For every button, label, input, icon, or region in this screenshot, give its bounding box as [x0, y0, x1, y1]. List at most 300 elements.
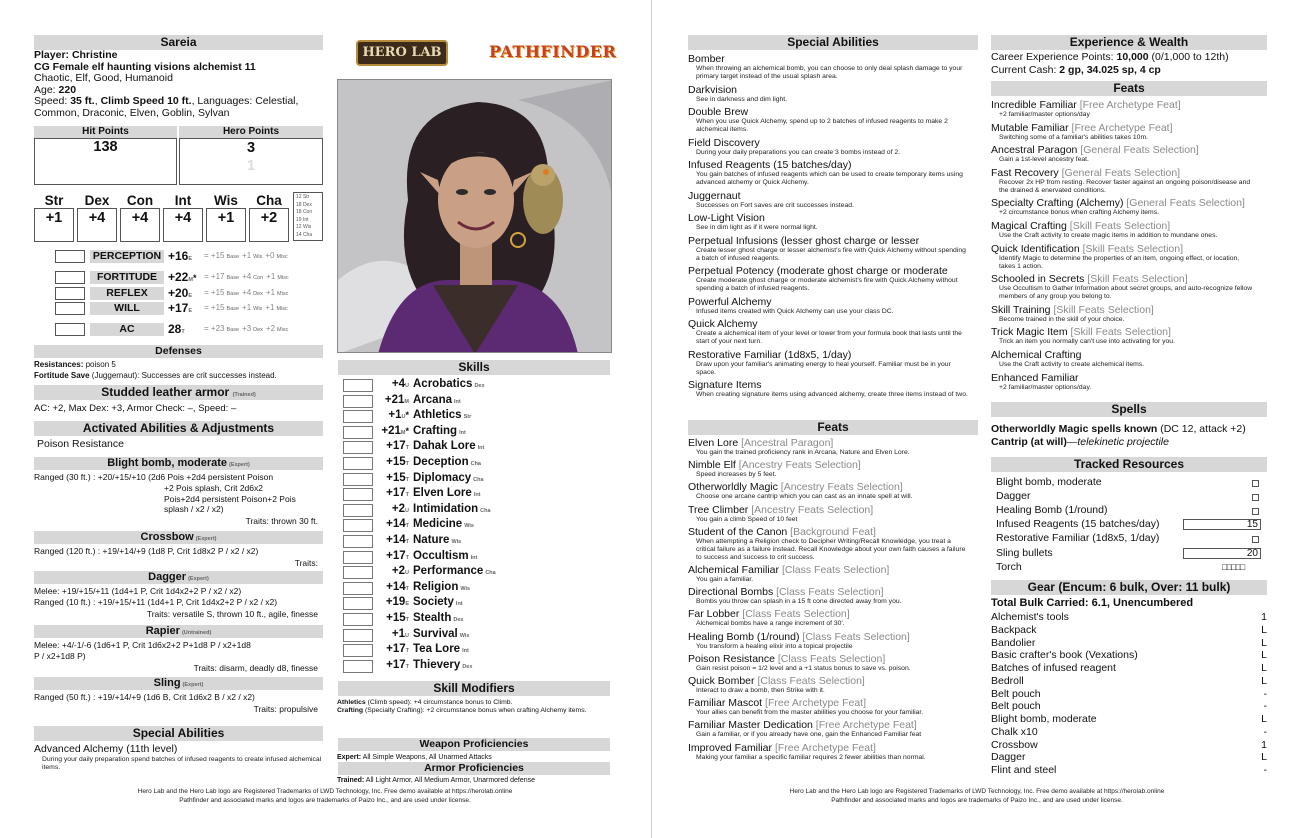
defense-total: +17 — [168, 301, 189, 315]
feat-name: Schooled in Secrets — [991, 273, 1085, 286]
fortitude-note: Fortitude Save (Juggernaut): Successes are crit successes instead. — [34, 371, 277, 380]
weapon-name: Dagger — [148, 571, 187, 583]
feat-category: [General Feats Selection] — [1061, 166, 1181, 179]
skill-value — [375, 503, 409, 515]
weapon-header — [34, 531, 323, 544]
feat-category: [Class Feats Selection] — [781, 564, 890, 576]
calc-attr-label: Dex — [253, 291, 263, 297]
skill-value — [375, 472, 409, 484]
tracked-resources-header: Tracked Resources — [991, 457, 1267, 472]
gear-name: Backpack — [991, 623, 1037, 636]
skill-attr: Int — [473, 492, 481, 499]
defense-entry-box[interactable] — [55, 271, 85, 284]
skill-rank: T — [405, 663, 409, 670]
skill-total: +14 — [386, 580, 406, 593]
feat-name-line — [688, 526, 978, 538]
portrait-illustration — [338, 80, 612, 353]
gear-row — [991, 726, 1267, 739]
gear-row — [991, 688, 1267, 701]
defense-calc — [204, 303, 288, 312]
skill-row — [343, 643, 613, 658]
defense-calc — [204, 251, 288, 260]
feat-category: [Class Feats Selection] — [776, 586, 884, 599]
skill-row — [343, 456, 613, 471]
skill-rank: T — [405, 648, 409, 655]
skill-value — [375, 565, 409, 577]
weapon-traits: Traits: thrown 30 ft. — [245, 516, 318, 527]
skill-total: +14 — [386, 518, 406, 531]
skill-name-wrap — [413, 643, 469, 655]
feat-description: Switching some of a familiar's abilities takes 10m. — [999, 133, 1149, 141]
defense-name: AC — [90, 323, 164, 336]
feat-name: Darkvision — [688, 83, 738, 96]
skill-rank: T — [405, 523, 409, 530]
ability-wis: Wis +1 — [206, 193, 246, 242]
gear-name: Belt pouch — [991, 700, 1041, 713]
feat-name-line — [688, 190, 978, 202]
skill-attr: Dex — [462, 663, 473, 670]
defense-rank: E — [188, 256, 193, 262]
gear-name: Batches of infused reagent — [991, 662, 1116, 674]
defense-entry-box[interactable] — [55, 323, 85, 336]
resource-checkbox[interactable] — [1252, 494, 1259, 501]
feat-description: Choose one arcane cantrip which you can cast as an innate spell at will. — [696, 493, 913, 501]
feat-name: Healing Bomb (1/round) — [688, 630, 800, 643]
skill-name-wrap — [413, 550, 477, 562]
resource-checkbox[interactable] — [1252, 508, 1259, 515]
calc-attr: +4 — [242, 272, 252, 281]
ability-con: Con +4 — [120, 193, 160, 242]
resource-count-field[interactable]: 15 — [1183, 519, 1261, 530]
languages-line: Common, Draconic, Elven, Goblin, Sylvan — [34, 106, 230, 119]
gear-bulk: - — [1263, 764, 1267, 776]
hit-points-value: 138 — [93, 139, 118, 155]
skill-name: Tea Lore — [413, 643, 461, 656]
resource-checkboxes[interactable]: □□□□□ — [1222, 561, 1245, 572]
feat-name: Signature Items — [688, 379, 762, 391]
feat-name: Low-Light Vision — [688, 212, 765, 224]
feat-name-line — [688, 481, 978, 493]
defenses-text — [34, 359, 324, 381]
calc-base-label: Base — [226, 327, 240, 333]
class-line: CG Female elf haunting visions alchemist 11 — [34, 60, 256, 73]
feat-category: [Free Archetype Feat] — [815, 719, 917, 732]
skill-value — [375, 440, 409, 452]
skill-row — [343, 518, 613, 533]
special-abilities-header: Special Abilities — [34, 726, 323, 741]
resource-name: Infused Reagents (15 batches/day) — [996, 518, 1160, 531]
skill-entry-box[interactable] — [343, 660, 373, 673]
skill-attr: Dex — [474, 383, 485, 389]
skill-entry-box[interactable] — [343, 379, 373, 392]
feat-category: [Ancestry Feats Selection] — [751, 503, 874, 516]
feat-description: Use Occultism to Gather Information about secret groups, and auto-recognize fellow members of any group you belong to. — [999, 285, 1253, 301]
feat-name-line — [991, 99, 1267, 111]
defense-value — [168, 286, 192, 300]
skill-modifiers-header: Skill Modifiers — [338, 681, 610, 696]
skill-entry-box[interactable] — [343, 504, 373, 517]
gear-bulk: L — [1261, 623, 1267, 636]
gear-bulk: L — [1261, 662, 1267, 674]
skill-name: Stealth — [413, 612, 452, 624]
skill-attr: Int — [455, 601, 463, 608]
feat-name-line — [688, 631, 978, 643]
skill-rank: T — [405, 585, 409, 592]
gear-row — [991, 751, 1267, 764]
feat-description: When you use Quick Alchemy, spend up to 2 batches of infused reagents to make 2 alchemical items. — [696, 118, 948, 133]
weapon-rank: (Expert) — [182, 682, 204, 688]
gear-bulk: 1 — [1261, 738, 1267, 751]
feat-description: You transform a healing elixir into a topical projectile — [696, 642, 853, 650]
skill-attr: Wis — [459, 632, 470, 639]
skill-value — [375, 596, 409, 608]
character-name: Sareia — [34, 35, 323, 50]
gear-header: Gear (Encum: 6 bulk, Over: 11 bulk) — [991, 580, 1267, 595]
skill-row — [343, 409, 613, 424]
armor-header: Studded leather armor (Trained) — [34, 385, 323, 400]
calc-base: = +17 — [204, 272, 225, 281]
feat-description: When throwing an alchemical bomb, you can choose to only deal splash damage to your primary target instead of the usual splash area. — [696, 65, 963, 80]
defense-value — [168, 249, 192, 263]
skill-total: +17 — [386, 487, 406, 500]
skill-entry-box[interactable] — [343, 566, 373, 579]
skill-value — [375, 394, 409, 406]
feat-name: Mutable Familiar — [991, 121, 1069, 134]
feat-category: [Skill Feats Selection] — [1069, 220, 1171, 232]
skill-name: Survival — [413, 627, 458, 640]
skill-attr: Cha — [473, 476, 484, 483]
skill-value — [375, 581, 409, 593]
feat-name: Quick Identification — [991, 242, 1080, 255]
weapon-attack-line: Ranged (30 ft.) : +20/+15/+10 (2d6 Pois +2d4 persistent Poison — [34, 472, 274, 482]
feat-category: [Skill Feats Selection] — [1070, 326, 1171, 339]
feat-description: Infused items created with Quick Alchemy can use your class DC. — [696, 307, 894, 315]
feat-name: Elven Lore — [688, 437, 739, 449]
feat-category: [General Feats Selection] — [1126, 197, 1245, 210]
skill-total: +2 — [391, 502, 406, 515]
feat-description: See in dim light as if it were normal light. — [696, 224, 818, 231]
weapon-name: Rapier — [145, 625, 180, 637]
gear-row — [991, 662, 1267, 675]
tracked-resource-row — [996, 532, 1261, 546]
tracked-resource-row — [996, 504, 1261, 518]
defense-calc — [204, 272, 289, 281]
gear-name: Blight bomb, moderate — [991, 713, 1097, 725]
feat-name-line — [688, 379, 978, 391]
tracked-resource-row — [996, 476, 1261, 490]
gear-total: Total Bulk Carried: 6.1, Unencumbered — [991, 597, 1194, 609]
skill-name-wrap — [413, 456, 481, 468]
feat-name: Infused Reagents (15 batches/day) — [688, 159, 852, 171]
defense-entry-box[interactable] — [55, 302, 85, 315]
feat-name-line — [688, 159, 978, 171]
skill-row — [343, 612, 613, 627]
gear-bulk: - — [1263, 725, 1267, 738]
cash-line: Current Cash: 2 gp, 34.025 sp, 4 cp — [991, 63, 1161, 76]
feat-name-line — [688, 653, 978, 665]
feat-name-line — [991, 197, 1267, 209]
skill-value — [375, 643, 409, 655]
calc-base-label: Base — [226, 306, 240, 312]
skill-row — [343, 503, 613, 518]
spells-text: Otherworldly Magic spells known (DC 12, attack +2) Cantrip (at will)—telekinetic projectile — [991, 423, 1246, 448]
skill-total: +19 — [385, 596, 406, 609]
skill-total: +14 — [386, 534, 406, 546]
skill-entry-box[interactable] — [343, 426, 373, 439]
gear-bulk: L — [1261, 751, 1267, 764]
feat-name-line — [688, 697, 978, 709]
gear-bulk: L — [1261, 713, 1267, 725]
skill-total: +15 — [386, 612, 406, 624]
gear-bulk: - — [1263, 687, 1267, 700]
feat-name: Field Discovery — [688, 136, 760, 149]
feat-category: [Free Archetype Feat] — [1079, 99, 1181, 111]
calc-misc-label: Misc — [276, 306, 288, 312]
hero-points-value: 3 — [246, 140, 256, 156]
weapon-attack-line: P / x2+1d8 P) — [34, 650, 86, 661]
calc-misc-label: Misc — [277, 327, 289, 333]
skill-name-wrap — [413, 581, 470, 593]
defense-entry-box[interactable] — [55, 250, 85, 263]
feat-description: Recover 2x HP from resting. Recover faster against an ongoing poison/disease and the drained & enervated conditions. — [999, 178, 1251, 194]
feat-name: Familiar Mascot — [688, 697, 763, 710]
skill-entry-box[interactable] — [343, 473, 373, 486]
weapon-body — [34, 640, 324, 673]
defense-calc — [204, 288, 288, 297]
skill-name-wrap — [413, 472, 484, 484]
ability-modifier: +4 — [163, 208, 203, 242]
calc-base-label: Base — [226, 291, 240, 297]
skill-name: Deception — [413, 456, 469, 468]
feat-name-line — [688, 719, 978, 731]
resource-count-field[interactable]: 20 — [1183, 548, 1261, 559]
ability-cha: Cha +2 — [249, 193, 289, 242]
skill-entry-box[interactable] — [343, 644, 373, 657]
skill-name: Medicine — [413, 518, 463, 531]
hero-points-label: Hero Points — [179, 126, 323, 138]
weapon-attack-line: +2 Pois splash, Crit 2d6x2 — [164, 482, 263, 493]
weapon-rank: (Expert) — [188, 576, 209, 582]
ability-modifier: +4 — [77, 208, 117, 242]
skill-attr: Str — [463, 414, 472, 421]
feat-name: Nimble Elf — [688, 459, 736, 472]
weapon-name: Sling — [153, 677, 181, 689]
skill-rank: U — [405, 570, 409, 577]
weapon-body — [34, 586, 324, 619]
gear-name: Dagger — [991, 751, 1026, 764]
feat-description: Use the Craft activity to create magic items in addition to mundane ones. — [999, 232, 1218, 239]
weapon-attack-line: Melee: +4/-1/-6 (1d6+1 P, Crit 1d6x2+2 P+1d8 P / x2+1d8 — [34, 640, 251, 650]
resource-name: Restorative Familiar (1d8x5, 1/day) — [996, 532, 1160, 545]
player-name: Player: Christine — [34, 49, 118, 61]
gear-row — [991, 649, 1267, 662]
feat-category: [Class Feats Selection] — [742, 608, 850, 621]
skill-row — [343, 550, 613, 565]
feat-name: Enhanced Familiar — [991, 371, 1079, 384]
skill-total: +1 — [388, 409, 402, 422]
feats-header: Feats — [688, 420, 978, 435]
feat-name-line — [991, 349, 1267, 361]
feat-name: Fast Recovery — [991, 166, 1059, 179]
resource-name: Blight bomb, moderate — [996, 476, 1102, 488]
calc-base-label: Base — [226, 254, 240, 260]
calc-base: = +23 — [204, 324, 225, 333]
defense-name: FORTITUDE — [90, 271, 164, 284]
gear-row — [991, 764, 1267, 777]
feat-description: Your allies can benefit from the master abilities you choose for your familiar. — [696, 709, 924, 717]
feat-description: Bombs you throw can splash in a 15 ft cone directed away from you. — [696, 598, 902, 606]
weapon-attack-line: Ranged (10 ft.) : +19/+15/+11 (1d4+1 P, Crit 1d4x2+2 P / x2 / x2) — [34, 596, 278, 607]
traits-line: Chaotic, Elf, Good, Humanoid — [34, 72, 173, 84]
feat-description: When creating signature items using advanced alchemy, create three items instead of two. — [696, 391, 968, 398]
hit-points-box[interactable] — [34, 138, 177, 185]
skill-name-wrap — [413, 628, 469, 640]
feat-name-line — [991, 273, 1267, 285]
skill-name: Society — [413, 596, 454, 609]
armor-proficiencies-text: Trained: All Light Armor, All Medium Armor, Unarmored defense — [337, 777, 536, 784]
skill-value — [375, 612, 409, 624]
feat-description: Making your familiar a specific familiar requires 2 fewer abilities than normal. — [696, 753, 926, 761]
skill-rank: M — [400, 429, 406, 436]
feat-description: Create a alchemical item of your level or lower from your formula book that lasts until the start of your next turn. — [696, 330, 962, 345]
calc-misc: +0 — [265, 251, 275, 260]
gear-name: Flint and steel — [991, 764, 1057, 776]
feat-name-line — [991, 243, 1267, 255]
skill-row — [343, 440, 613, 455]
resource-checkbox[interactable] — [1252, 480, 1259, 487]
skill-value — [375, 409, 409, 421]
resource-checkbox[interactable] — [1252, 536, 1259, 543]
weapon-body — [34, 472, 324, 527]
defense-total: +20 — [168, 286, 189, 300]
skill-rank: U — [405, 632, 409, 639]
hero-points-box[interactable] — [179, 138, 323, 185]
feat-name-line — [991, 122, 1267, 134]
feat-name-line — [688, 586, 978, 598]
gear-row — [991, 637, 1267, 650]
feat-category: [Ancestry Feats Selection] — [738, 459, 861, 472]
feat-category: [Class Feats Selection] — [757, 675, 865, 687]
calc-misc-label: Misc — [277, 291, 289, 297]
feat-description: Alchemical bombs have a range increment of 30'. — [696, 620, 845, 628]
feat-name-line — [991, 167, 1267, 179]
skill-rank: T — [405, 554, 409, 561]
skill-name: Arcana — [413, 393, 452, 406]
feat-description: You gain a climb Speed of 10 feet — [696, 515, 798, 523]
skill-row — [343, 596, 613, 611]
skill-total: +17 — [386, 440, 406, 453]
feat-name-line — [991, 304, 1267, 316]
skill-entry-box[interactable] — [343, 535, 373, 548]
skill-entry-box[interactable] — [343, 441, 373, 454]
skill-name-wrap — [413, 487, 481, 499]
skill-entry-box[interactable] — [343, 457, 373, 470]
skill-entry-box[interactable] — [343, 410, 373, 423]
skill-total: +17 — [386, 658, 406, 671]
feat-category: [Ancestral Paragon] — [741, 437, 834, 449]
defense-name: PERCEPTION — [90, 250, 164, 263]
feat-name: Juggernaut — [688, 189, 741, 202]
defense-value — [168, 270, 196, 284]
defense-name: REFLEX — [90, 287, 164, 300]
weapon-traits: Traits: — [294, 557, 318, 568]
skill-row — [343, 581, 613, 596]
calc-base: = +15 — [204, 251, 225, 260]
skill-entry-box[interactable] — [343, 613, 373, 626]
skill-rank: T — [405, 492, 409, 499]
skill-name-wrap — [413, 565, 496, 577]
skill-entry-box[interactable] — [343, 488, 373, 501]
special-ability-desc: During your daily preparation spend batches of infused reagents to create infused alchemical items. — [42, 756, 322, 771]
skill-name: Thievery — [413, 658, 461, 671]
skill-total: +15 — [386, 471, 406, 484]
skill-name: Religion — [413, 580, 459, 593]
skill-entry-box[interactable] — [343, 519, 373, 532]
activated-item: Poison Resistance — [37, 438, 124, 450]
feat-name: Trick Magic Item — [991, 326, 1068, 339]
feat-name: Directional Bombs — [688, 586, 774, 599]
resource-name: Dagger — [996, 490, 1031, 503]
defense-entry-box[interactable] — [55, 287, 85, 300]
gear-row — [991, 675, 1267, 688]
spells-header: Spells — [991, 402, 1267, 417]
skill-name: Diplomacy — [413, 471, 472, 484]
skill-entry-box[interactable] — [343, 395, 373, 408]
feat-description: Interact to draw a bomb, then Strike with it. — [696, 687, 825, 694]
feat-name: Bomber — [688, 53, 725, 65]
skills-header: Skills — [338, 360, 610, 375]
feat-description: Create moderate ghost charge or moderate alchemist's fire with Quick Alchemy without spending a batch of infused reagents. — [696, 277, 958, 292]
skill-attr: Wis — [451, 539, 462, 545]
gear-name: Belt pouch — [991, 687, 1041, 700]
defense-total: 28 — [168, 322, 182, 336]
feat-description: Gain a familiar, or if you already have one, gain the Enhanced Familiar feat — [696, 731, 922, 739]
weapon-traits: Traits: disarm, deadly d8, finesse — [193, 662, 318, 673]
skill-row — [343, 472, 613, 487]
weapon-header — [34, 457, 323, 470]
pathfinder-logo: PATHFINDER — [489, 42, 617, 61]
feat-name-line — [688, 137, 978, 149]
feat-category: [Skill Feats Selection] — [1087, 273, 1188, 286]
skill-entry-box[interactable] — [343, 597, 373, 610]
gear-row — [991, 700, 1267, 713]
ability-dex: Dex +4 — [77, 193, 117, 242]
skill-entry-box[interactable] — [343, 551, 373, 564]
skill-rank: M — [404, 398, 409, 405]
feat-name: Skill Training — [991, 303, 1051, 316]
skill-name-wrap — [413, 612, 463, 624]
ability-modifier: +2 — [249, 208, 289, 242]
defense-rank: T — [181, 329, 185, 335]
armor-line: AC: +2, Max Dex: +3, Armor Check: –, Speed: – — [34, 403, 237, 414]
skill-name: Elven Lore — [413, 487, 472, 500]
skill-entry-box[interactable] — [343, 629, 373, 642]
feat-description: Identify Magic to determine the properties of an item, ongoing effect, or location, takes 1 action. — [999, 254, 1240, 270]
experience-line: Career Experience Points: 10,000 (0/1,000 to 12th) — [991, 51, 1229, 63]
feat-name: Magical Crafting — [991, 220, 1067, 232]
skill-name: Athletics — [413, 409, 462, 422]
feat-description: +2 circumstance bonus when crafting Alchemy items. — [999, 209, 1159, 217]
skill-star: * — [405, 425, 409, 436]
feat-name: Perpetual Potency (moderate ghost charge or moderate — [688, 265, 948, 277]
herolab-logo: HERO LAB — [356, 40, 448, 66]
skill-entry-box[interactable] — [343, 582, 373, 595]
skill-rank: T — [405, 617, 409, 623]
calc-base-label: Base — [226, 275, 240, 281]
calc-attr: +1 — [242, 251, 252, 260]
special-ability-name: Advanced Alchemy (11th level) — [34, 743, 178, 755]
skill-row — [343, 378, 613, 393]
